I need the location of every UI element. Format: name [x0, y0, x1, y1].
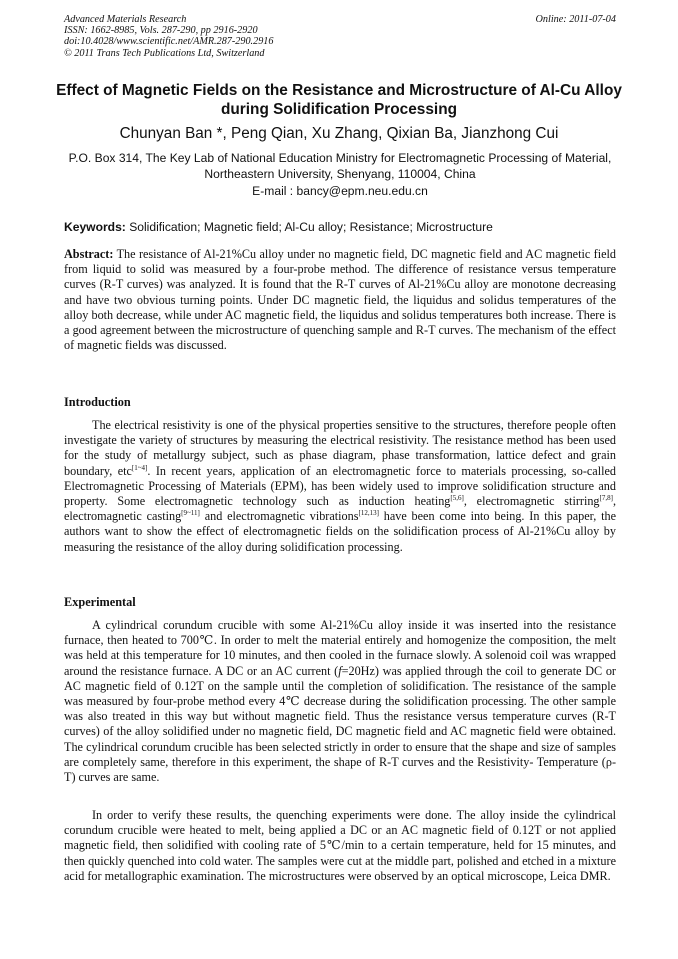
intro-text-c: , electromagnetic stirring — [463, 494, 600, 509]
intro-text-e: and electromagnetic vibrations — [199, 509, 359, 524]
online-date: Online: 2011-07-04 — [535, 14, 616, 25]
abstract-text: The resistance of Al-21%Cu alloy under no magnetic field, DC magnetic field and AC magnetic field from liquid to solid was measured by a four-probe method. The difference of resistance versus temperature curves (R-T curves) was analyzed. It is found that the R-T curves of Al-21%Cu alloy are monotone decreasing and have two obvious turning points. Under DC magnetic field, the liquidus and solidus temperatures of the alloy both decrease, while under AC magnetic field, the liquidus and solidus temperatures both increase. There is a good agreement between the microstructure of quenching sample and R-T curves. The mechanism of the effect of magnetic fields was discussed. — [64, 247, 616, 353]
introduction-paragraph — [64, 418, 616, 555]
affiliation: P.O. Box 314, The Key Lab of National Education Ministry for Electromagnetic Processing of Material, Northeastern University, Shenyang, 110004, China — [68, 151, 612, 181]
issn-line: ISSN: 1662-8985, Vols. 287-290, pp 2916-2920 — [64, 25, 258, 37]
citation-ref: [7,8] — [599, 494, 613, 503]
citation-ref: [12,13] — [358, 509, 379, 518]
copyright-line: © 2011 Trans Tech Publications Ltd, Switzerland — [64, 47, 265, 59]
citation-ref: [1~4] — [131, 463, 148, 472]
email-line: E-mail : bancy@epm.neu.edu.cn — [252, 184, 428, 198]
intro-text-f: have been come into being. In this paper, the authors want to show the effect of electromagnetic fields on the solidification process of Al-21%Cu alloy by measuring the resistance of the alloy during solidification processing. — [64, 509, 617, 554]
intro-text-d: , electromagnetic casting — [64, 494, 616, 524]
doi-line: doi:10.4028/www.scientific.net/AMR.287-290.2916 — [64, 36, 274, 48]
citation-ref: [9~11] — [181, 509, 200, 518]
intro-text-b: . In recent years, application of an electromagnetic force to materials processing, so-called Electromagnetic Processing of Materials (EPM), has been widely used to improve solidification structure and property. Some electromagnetic technology such as induction heating — [64, 463, 616, 509]
keywords-text: Solidification; Magnetic field; Al-Cu alloy; Resistance; Microstructure — [129, 220, 493, 234]
intro-text-a: The electrical resistivity is one of the physical properties sensitive to the structures, therefore people often investigate the variety of structures by measuring the electrical resistivity. The resistance method has been used for the study of metallurgy subject, such as phase diagram, phase transformation, lattice defect and grain boundary, etc — [64, 418, 616, 478]
experimental-paragraph-2: In order to verify these results, the quenching experiments were done. The alloy inside the cylindrical corundum crucible were heated to melt, being applied a DC or an AC magnetic field of 0.12T or not applied magnetic field, then solidified with cooling rate of 5℃/min to a certain temperature, held for 15 minutes, and then quickly quenched into cold water. The samples were cut at the middle part, polished and etched in a mixture acid for metallographic examination. The microstructures were observed by an optical microscope, Leica DMR. — [64, 808, 616, 883]
experimental-heading: Experimental — [64, 595, 136, 609]
frequency-symbol: f — [338, 663, 342, 678]
keywords-label: Keywords: — [64, 220, 126, 234]
abstract-label: Abstract: — [64, 247, 114, 261]
exp-text-a: A cylindrical corundum crucible with some Al-21%Cu alloy inside it was inserted into the resistance furnace, then heated to 700℃. In order to melt the material entirely and homogenize the composition, the melt was held at this temperature for 10 minutes, and then cooled in the furnace slowly. A solenoid coil was wrapped around the resistance furnace. A DC or an AC current ( — [64, 618, 616, 678]
keywords — [64, 220, 616, 235]
author-list: Chunyan Ban *, Peng Qian, Xu Zhang, Qixian Ba, Jianzhong Cui — [119, 125, 559, 142]
paper-title: Effect of Magnetic Fields on the Resistance and Microstructure of Al-Cu Alloy during Solidification Processing — [56, 82, 622, 118]
abstract — [64, 247, 616, 353]
journal-name: Advanced Materials Research — [64, 14, 187, 25]
citation-ref: [5,6] — [450, 494, 464, 503]
exp-text-b: =20Hz) was applied through the coil to generate DC or AC magnetic field of 0.12T on the sample until the completion of solidification. The resistance of the sample was measured by four-probe method every 4℃ decrease during the solidification processing. The other sample was also treated in this way but without magnetic field. Thus the resistance versus temperature curves (R-T curves) of the alloy solidified under no magnetic field, DC magnetic field and AC magnetic field were obtained. The cylindrical corundum crucible has been selected strictly in order to ensure that the shape and size of samples are completely same, therefore in this experiment, the shape of R-T curves and the Resistivity- Temperature (ρ-T) curves are same. — [64, 663, 616, 785]
experimental-paragraph-1 — [64, 618, 616, 785]
introduction-heading: Introduction — [64, 395, 131, 409]
journal-header — [64, 14, 616, 59]
